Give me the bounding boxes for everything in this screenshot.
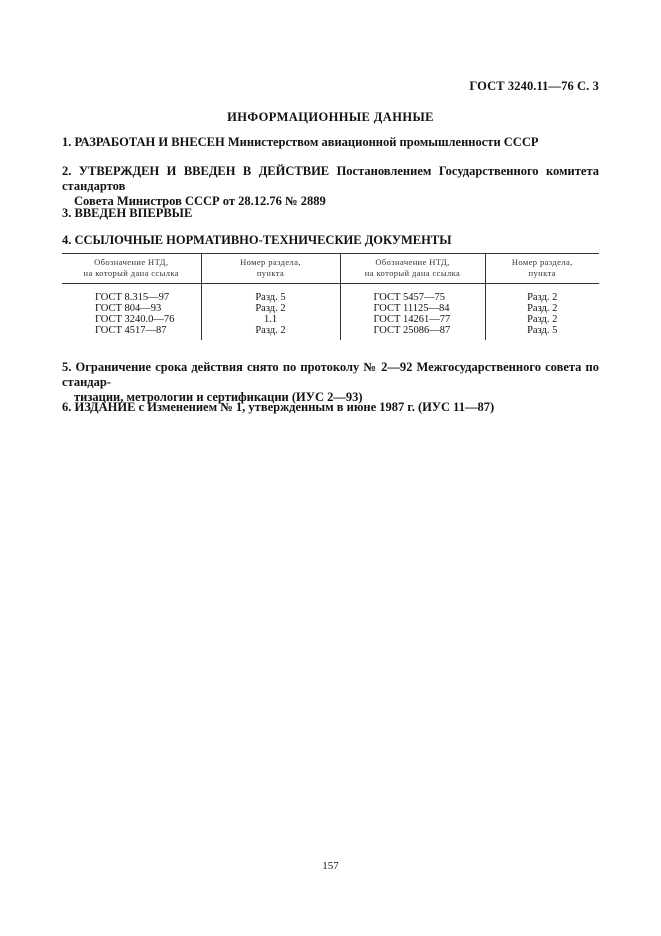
table-header-row [62, 254, 599, 284]
reference-documents-table [62, 253, 599, 340]
cell-section-1: Разд. 2 [201, 325, 340, 340]
cell-section-2: Разд. 2 [485, 284, 599, 304]
item-5-validity-limit [62, 360, 599, 405]
item-3-first-introduced [62, 206, 599, 221]
item-1-developed [62, 135, 599, 150]
cell-doc-2: ГОСТ 25086—87 [340, 325, 485, 340]
item-2-approved [62, 164, 599, 209]
header-doc-designation-1: Обозначение НТД, на который дана ссылка [62, 254, 201, 284]
table-row [62, 325, 599, 340]
table-row [62, 284, 599, 304]
cell-section-2: Разд. 2 [485, 303, 599, 314]
table-row [62, 303, 599, 314]
item-5-text-line1: 5. Ограничение срока действия снято по протоколу № 2—92 Межгосударственного совета по стандар- [62, 360, 599, 389]
item-2-text-line1: 2. УТВЕРЖДЕН И ВВЕДЕН В ДЕЙСТВИЕ Постановлением Государственного комитета стандартов [62, 164, 599, 193]
header-section-number-1: Номер раздела, пункта [201, 254, 340, 284]
cell-doc-1: ГОСТ 4517—87 [95, 325, 167, 336]
item-2-text-line2: Совета Министров СССР от 28.12.76 № 2889 [74, 194, 326, 208]
cell-section-2: Разд. 5 [485, 325, 599, 340]
cell-section-1: Разд. 5 [201, 284, 340, 304]
cell-doc-1: ГОСТ 8.315—97 [95, 292, 170, 303]
item-6-text: 6. ИЗДАНИЕ с Изменением № 1, утвержденным в июне 1987 г. (ИУС 11—87) [62, 400, 495, 414]
header-doc-designation-2: Обозначение НТД, на который дана ссылка [340, 254, 485, 284]
item-5-text-line2: тизации, метрологии и сертификации (ИУС 2—93) [74, 390, 363, 404]
item-1-text: 1. РАЗРАБОТАН И ВНЕСЕН Министерством авиационной промышленности СССР [62, 135, 539, 149]
cell-doc-2: ГОСТ 11125—84 [340, 303, 485, 314]
cell-doc-2: ГОСТ 5457—75 [340, 284, 485, 304]
item-3-text: 3. ВВЕДЕН ВПЕРВЫЕ [62, 206, 193, 220]
cell-doc-2: ГОСТ 14261—77 [340, 314, 485, 325]
page-header-doc-ref: ГОСТ 3240.11—76 С. 3 [469, 79, 599, 93]
cell-doc-1: ГОСТ 3240.0—76 [95, 314, 175, 325]
page-number: 157 [322, 860, 339, 872]
item-6-edition [62, 400, 599, 415]
header-section-number-2: Номер раздела, пункта [485, 254, 599, 284]
item-4-text: 4. ССЫЛОЧНЫЕ НОРМАТИВНО-ТЕХНИЧЕСКИЕ ДОКУМЕНТЫ [62, 233, 452, 247]
cell-section-1: Разд. 2 [201, 303, 340, 314]
cell-section-2: Разд. 2 [485, 314, 599, 325]
document-title: ИНФОРМАЦИОННЫЕ ДАННЫЕ [227, 110, 434, 124]
cell-section-1: 1.1 [201, 314, 340, 325]
cell-doc-1: ГОСТ 804—93 [95, 303, 162, 314]
table-row [62, 314, 599, 325]
item-4-reference-docs [62, 233, 599, 248]
